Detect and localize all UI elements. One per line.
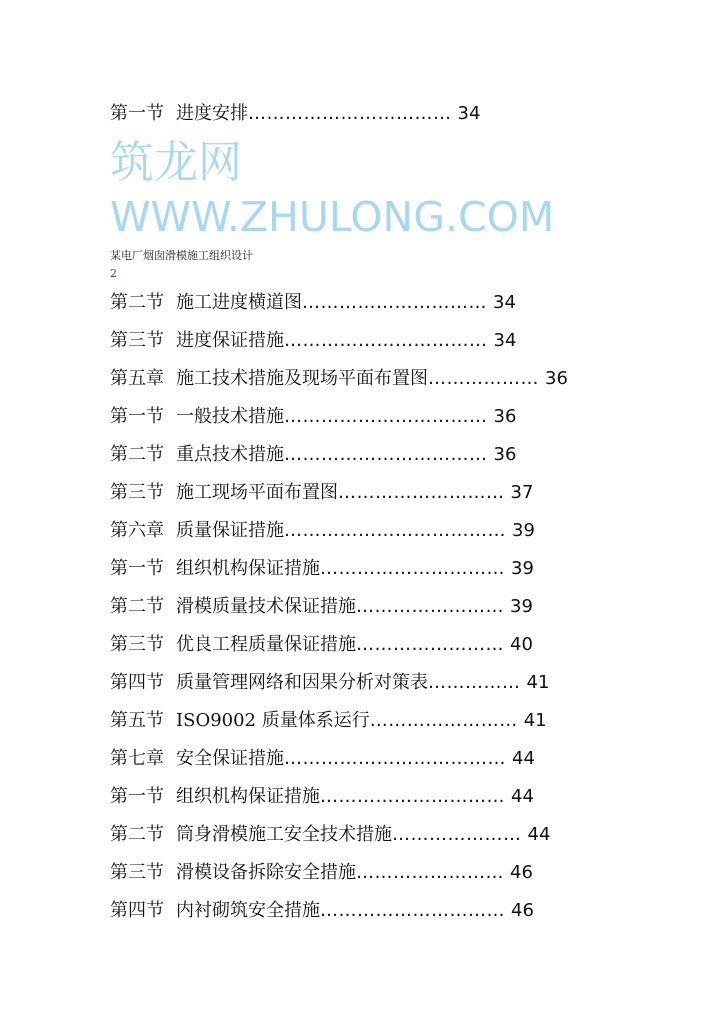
toc-title: 组织机构保证措施 xyxy=(176,558,320,579)
watermark-chinese: 筑龙网 xyxy=(110,137,242,188)
toc-page-number: 46 xyxy=(511,900,534,921)
toc-page-number: 36 xyxy=(545,368,568,389)
toc-title: 优良工程质量保证措施 xyxy=(176,634,356,655)
toc-entry-16[interactable] xyxy=(110,862,533,884)
toc-leader-dots: ………………………… xyxy=(302,292,487,313)
toc-leader-dots: …………………… xyxy=(369,710,518,731)
toc-entry-3[interactable] xyxy=(110,368,568,390)
toc-leader-dots: ……………………………… xyxy=(284,748,506,769)
toc-leader-dots: …………………………… xyxy=(284,444,488,465)
toc-title: 滑模设备拆除安全措施 xyxy=(176,862,356,883)
toc-section-label: 第四节 xyxy=(110,900,164,921)
toc-leader-dots: …………………… xyxy=(356,596,504,617)
toc-entry-15[interactable] xyxy=(110,824,550,846)
toc-title: 质量管理网络和因果分析对策表 xyxy=(176,672,428,693)
toc-section-label: 第三节 xyxy=(110,862,164,883)
toc-section-label: 第五节 xyxy=(110,710,164,731)
toc-leader-dots: …………………… xyxy=(356,634,504,655)
toc-title: 一般技术措施 xyxy=(176,406,284,427)
toc-title: 进度安排 xyxy=(176,103,248,124)
toc-entry-6[interactable] xyxy=(110,482,533,504)
toc-entry-0[interactable] xyxy=(110,103,480,125)
toc-page-number: 39 xyxy=(512,520,535,541)
toc-page-number: 34 xyxy=(493,330,517,351)
toc-leader-dots: …………………………… xyxy=(284,406,488,427)
toc-entry-8[interactable] xyxy=(110,558,534,580)
toc-page-number: 34 xyxy=(493,292,516,313)
toc-leader-dots: ……………………………… xyxy=(284,520,506,541)
toc-page-number: 46 xyxy=(510,862,533,883)
toc-leader-dots: ………………… xyxy=(392,824,522,845)
toc-section-label: 第四节 xyxy=(110,672,164,693)
toc-page-number: 37 xyxy=(510,482,534,503)
toc-entry-7[interactable] xyxy=(110,520,535,542)
toc-entry-4[interactable] xyxy=(110,406,516,428)
toc-page-number: 41 xyxy=(526,672,550,693)
toc-entry-14[interactable] xyxy=(110,786,534,808)
toc-section-label: 第七章 xyxy=(110,748,164,769)
toc-leader-dots: ………………………… xyxy=(320,558,505,579)
toc-title: 筒身滑模施工安全技术措施 xyxy=(176,824,392,845)
toc-section-label: 第二节 xyxy=(110,596,164,617)
toc-page-number: 44 xyxy=(527,824,551,845)
toc-page-number: 41 xyxy=(523,710,547,731)
toc-leader-dots: …………………………… xyxy=(284,330,488,351)
toc-title: 质量保证措施 xyxy=(176,520,284,541)
toc-page-number: 40 xyxy=(510,634,533,655)
toc-title: 施工进度横道图 xyxy=(176,292,302,313)
toc-entry-10[interactable] xyxy=(110,634,533,656)
toc-entry-11[interactable] xyxy=(110,672,549,694)
toc-title: 进度保证措施 xyxy=(176,330,284,351)
toc-page-number: 44 xyxy=(511,786,534,807)
toc-leader-dots: ………………………… xyxy=(320,786,505,807)
toc-section-label: 第三节 xyxy=(110,634,164,655)
toc-entry-2[interactable] xyxy=(110,330,516,352)
toc-leader-dots: …………………… xyxy=(356,862,504,883)
toc-section-label: 第三节 xyxy=(110,330,164,351)
toc-section-label: 第二节 xyxy=(110,824,164,845)
toc-section-label: 第六章 xyxy=(110,520,164,541)
toc-leader-dots: …………… xyxy=(428,672,521,693)
toc-title: 安全保证措施 xyxy=(176,748,284,769)
toc-entry-5[interactable] xyxy=(110,444,516,466)
toc-page-number: 34 xyxy=(457,103,481,124)
toc-section-label: 第一节 xyxy=(110,786,164,807)
toc-page-number: 36 xyxy=(493,444,517,465)
toc-section-label: 第三节 xyxy=(110,482,164,503)
toc-section-label: 第二节 xyxy=(110,292,164,313)
toc-title: 内衬砌筑安全措施 xyxy=(176,900,320,921)
toc-leader-dots: ……………… xyxy=(428,368,539,389)
toc-entry-1[interactable] xyxy=(110,292,516,314)
document-title: 某电厂烟囱滑模施工组织设计 xyxy=(110,249,253,262)
toc-section-label: 第一节 xyxy=(110,406,164,427)
toc-title: ISO9002 质量体系运行 xyxy=(176,710,370,731)
toc-entry-9[interactable] xyxy=(110,596,533,618)
toc-page-number: 39 xyxy=(511,558,534,579)
toc-section-label: 第一节 xyxy=(110,558,164,579)
toc-leader-dots: ……………………… xyxy=(338,482,505,503)
toc-title: 滑模质量技术保证措施 xyxy=(176,596,356,617)
toc-section-label: 第五章 xyxy=(110,368,164,389)
toc-title: 施工技术措施及现场平面布置图 xyxy=(176,368,428,389)
toc-leader-dots: …………………………… xyxy=(248,103,452,124)
toc-page-number: 44 xyxy=(512,748,535,769)
toc-section-label: 第二节 xyxy=(110,444,164,465)
page-number: 2 xyxy=(110,267,117,280)
toc-section-label: 第一节 xyxy=(110,103,164,124)
toc-leader-dots: ………………………… xyxy=(320,900,505,921)
toc-title: 施工现场平面布置图 xyxy=(176,482,338,503)
toc-entry-13[interactable] xyxy=(110,748,535,770)
toc-page-number: 39 xyxy=(510,596,533,617)
toc-title: 组织机构保证措施 xyxy=(176,786,320,807)
toc-entry-12[interactable] xyxy=(110,710,547,732)
toc-page-number: 36 xyxy=(493,406,517,427)
watermark-url: WWW.ZHULONG.COM xyxy=(110,193,555,241)
toc-title: 重点技术措施 xyxy=(176,444,284,465)
toc-entry-17[interactable] xyxy=(110,900,534,922)
